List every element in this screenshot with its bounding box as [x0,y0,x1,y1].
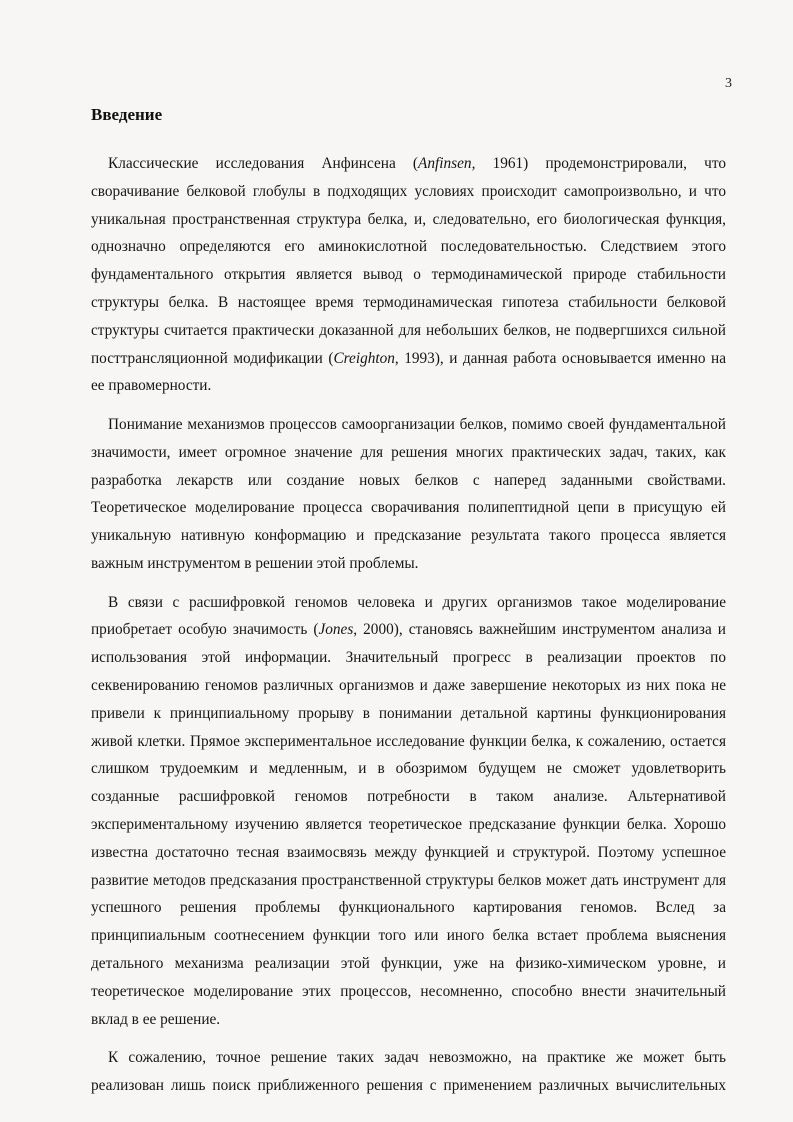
paragraph-4 [91,1044,726,1100]
paragraph-3 [91,589,726,1034]
paragraph-text: Классические исследования Анфинсена ( [108,155,419,172]
paragraph-text: , 2000), становясь важнейшим инструментом анализа и использования этой информации. Значительный прогресс в реализации проектов по секвенированию геномов различных организмов и даже завершение некоторых из них пока не привели к принципиальному прорыву в понимании детальной картины функционирования живой клетки. Прямое экспериментальное исследование функции белка, к сожалению, остается слишком трудоемким и медленным, и в обозримом будущем не сможет удовлетворить созданные расшифровкой геномов потребности в таком анализе. Альтернативой экспериментальному изучению является теоретическое предсказание функции белка. Хорошо известна достаточно тесная взаимосвязь между функцией и структурой. Поэтому успешное развитие методов предсказания пространственной структуры белков может дать инструмент для успешного решения проблемы функционального картирования геномов. Вслед за принципиальным соотнесением функции того или иного белка встает проблема выяснения детального механизма реализации этой функции, уже на физико-химическом уровне, и теоретическое моделирование этих процессов, несомненно, способно внести значительный вклад в ее решение. [91,621,726,1028]
section-heading: Введение [91,105,163,124]
paragraph-text: К сожалению, точное решение таких задач невозможно, на практике же может быть реализован лишь поиск приближенного решения с применением различных вычислительных [91,1049,726,1094]
citation-author: Creighton [333,349,395,367]
paragraph-text: В связи с расшифровкой геномов человека и других организмов такое моделирование приобретает особую значимость ( [91,593,726,639]
paragraph-1 [91,150,726,400]
citation-author: Anfinsen, [418,155,476,172]
paragraph-2 [91,411,726,578]
paragraph-text: Понимание механизмов процессов самоорганизации белков, помимо своей фундаментальной значимости, имеет огромное значение для решения многих практических задач, таких, как разработка лекарств или создание новых белков с наперед заданными свойствами. Теоретическое моделирование процесса сворачивания полипептидной цепи в присущую ей уникальную нативную конформацию и предсказание результата такого процесса является важным инструментом в решении этой проблемы. [91,415,726,572]
page-number: 3 [725,76,732,91]
paragraph-text: 1961) продемонстрировали, что сворачивание белковой глобулы в подходящих условиях происходит самопроизвольно, и что уникальная пространственная структура белка, и, следовательно, его биологическая функция, однозначно определяются его аминокислотной последовательностью. Следствием этого фундаментального открытия является вывод о термодинамической природе стабильности структуры белка. В настоящее время термодинамическая гипотеза стабильности белковой структуры считается практически доказанной для небольших белков, не подвергшихся сильной посттрансляционной модификации ( [91,155,726,367]
citation-author: Jones [318,621,354,639]
paragraph-text: , 1993), и данная работа основывается именно на ее правомерности. [91,349,726,395]
body-text [91,150,726,1100]
